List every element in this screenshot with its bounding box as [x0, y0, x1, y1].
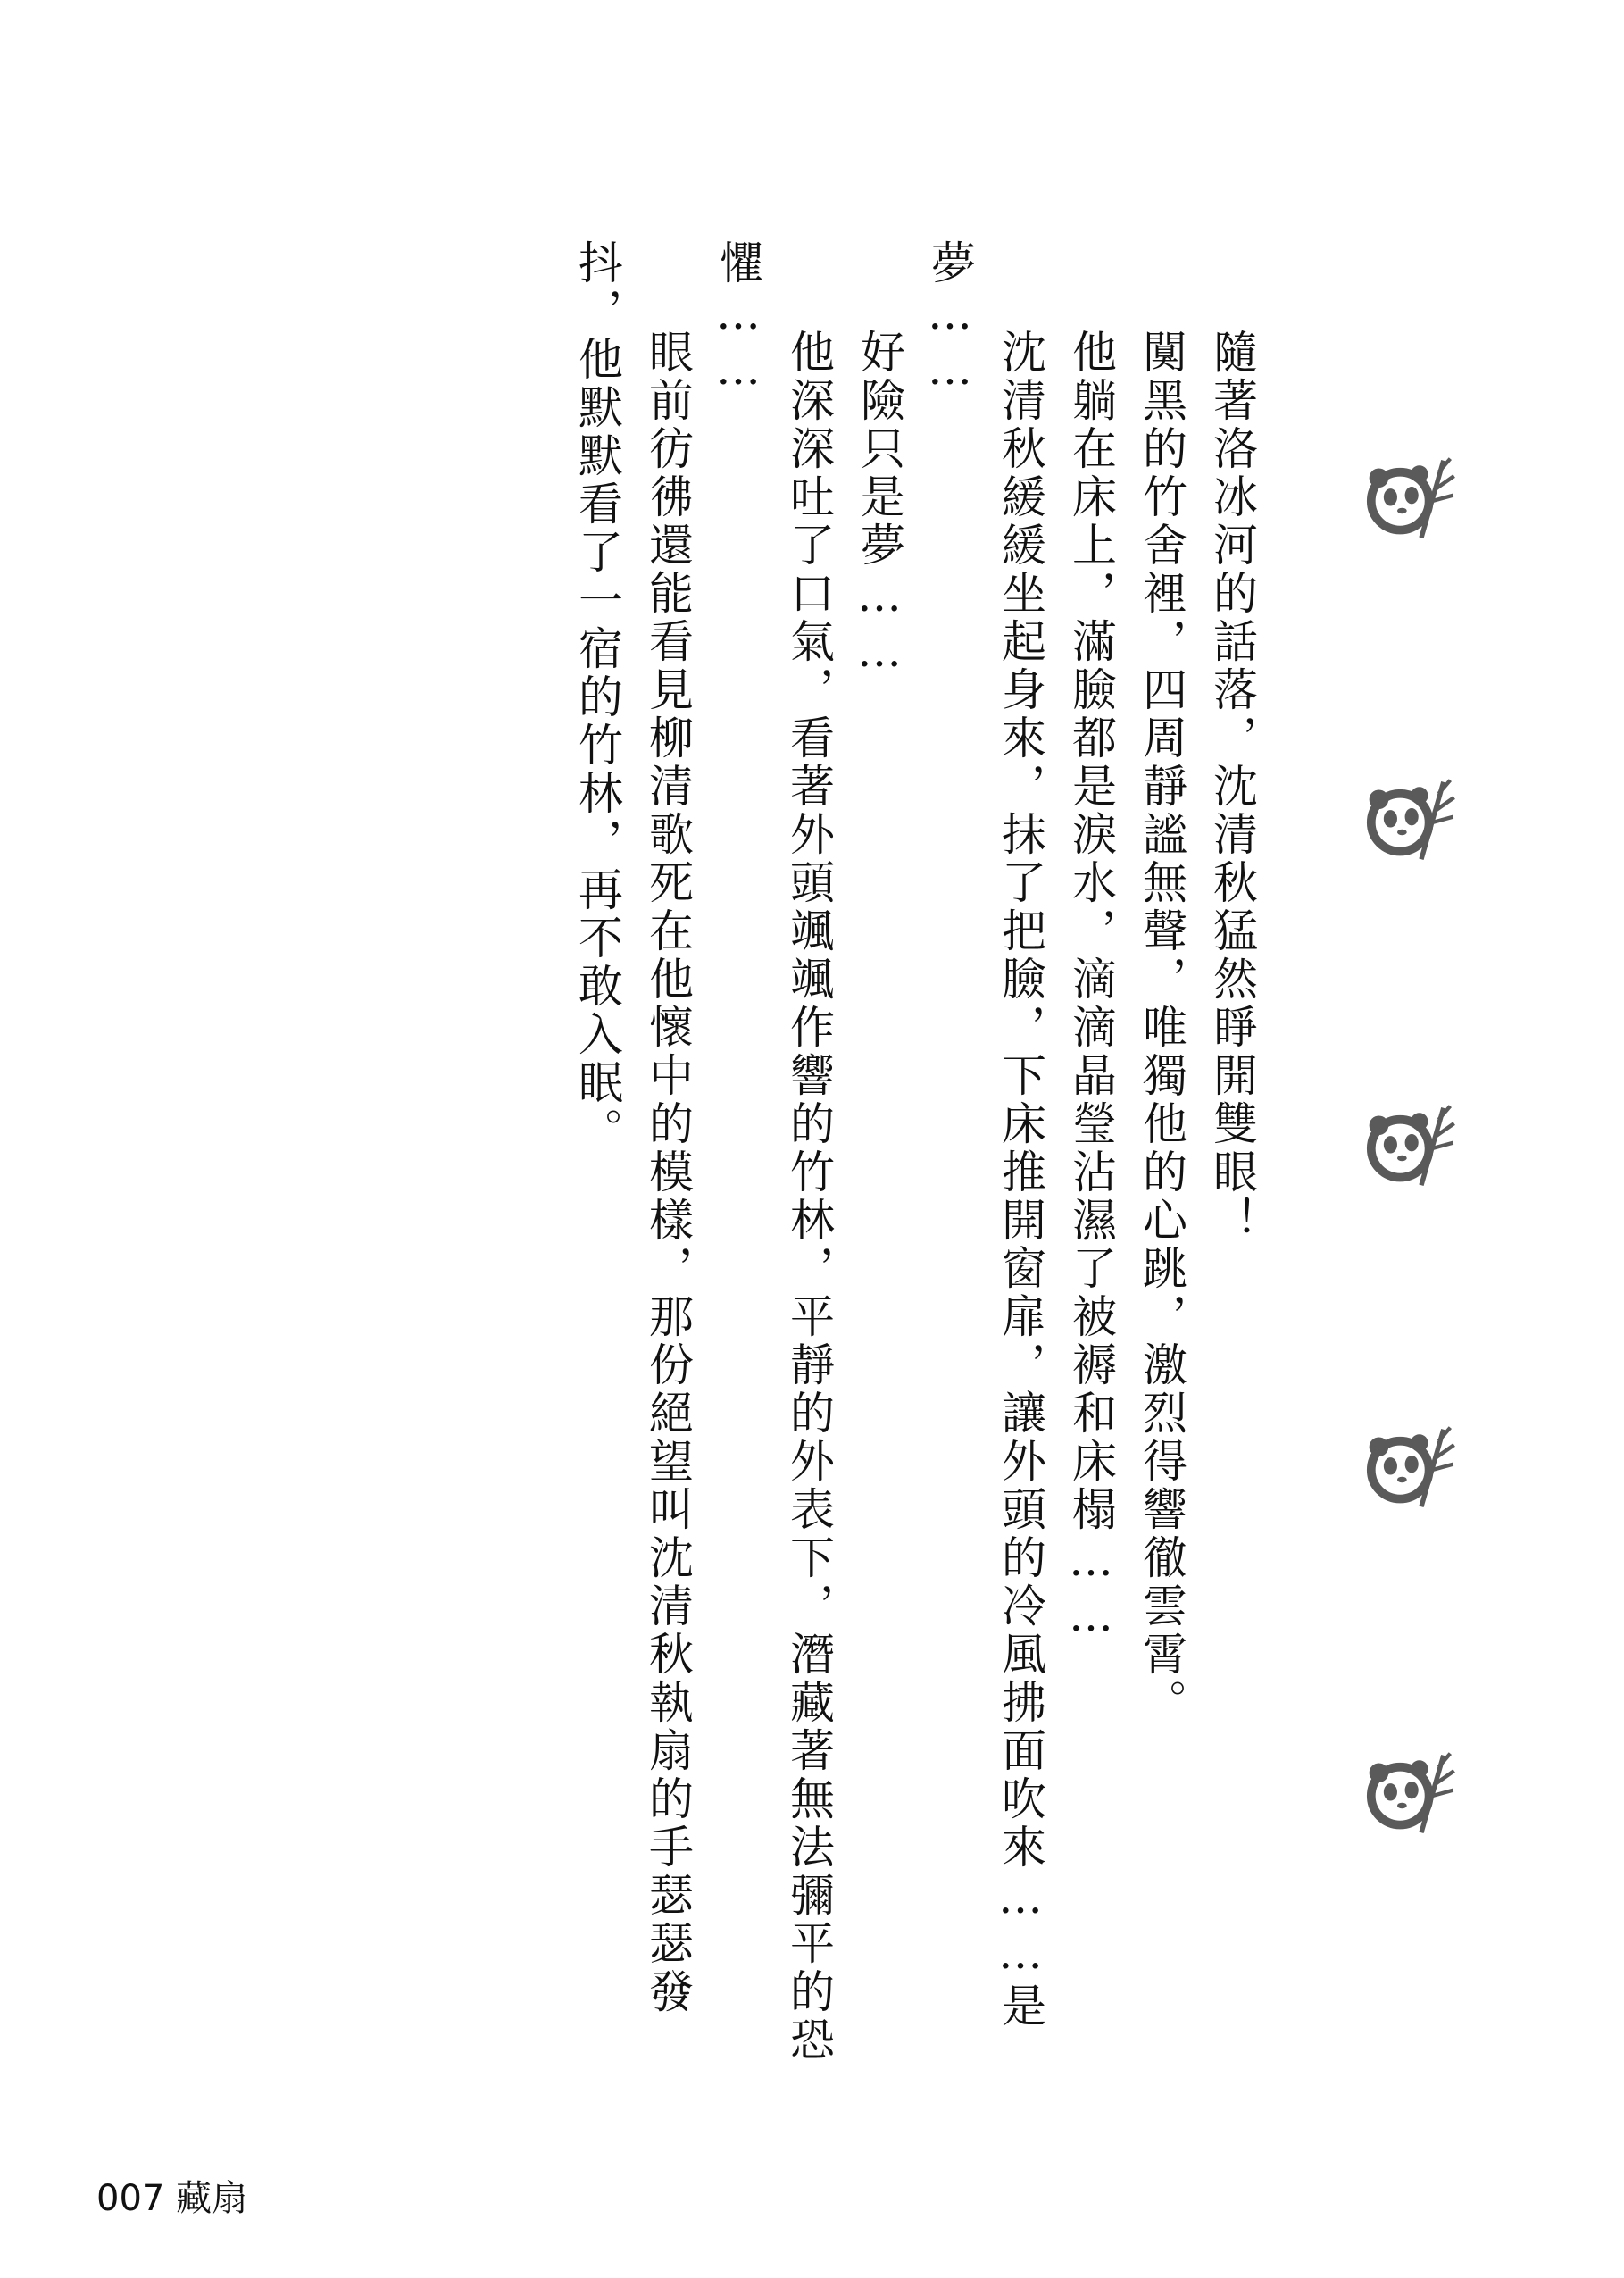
paragraph: 他深深吐了口氣，看著外頭颯颯作響的竹林，平靜的外表下，潛藏著無法彌平的恐懼……: [712, 239, 835, 2065]
paragraph: 好險只是夢……: [854, 329, 905, 680]
paragraph: 他躺在床上，滿臉都是淚水，滴滴晶瑩沾濕了被褥和床榻……: [1065, 329, 1117, 1645]
book-title: 藏扇: [176, 2178, 248, 2219]
chapter-text: [329, 239, 1267, 2070]
panda-bamboo-icon: [1362, 772, 1458, 869]
paragraph: 沈清秋緩緩坐起身來，抹了把臉，下床推開窗扉，讓外頭的冷風拂面吹來……是夢……: [924, 239, 1046, 2031]
panda-bamboo-icon: [1362, 451, 1458, 547]
page-footer: [96, 2170, 247, 2221]
panda-bamboo-icon: [1362, 1746, 1458, 1842]
paragraph: 隨著洛冰河的話落，沈清秋猛然睜開雙眼！: [1206, 329, 1258, 1245]
paragraph: 闃黑的竹舍裡，四周靜謐無聲，唯獨他的心跳，激烈得響徹雲霄。: [1136, 329, 1187, 1727]
paragraph: 眼前彷彿還能看見柳清歌死在他懷中的模樣，那份絕望叫沈清秋執扇的手瑟瑟發抖，他默默看了一宿的竹林，再不敢入眠。: [571, 239, 694, 2016]
panda-bamboo-icon: [1362, 1098, 1458, 1195]
panda-bamboo-icon: [1362, 1420, 1458, 1516]
page-number: 007: [96, 2178, 165, 2219]
